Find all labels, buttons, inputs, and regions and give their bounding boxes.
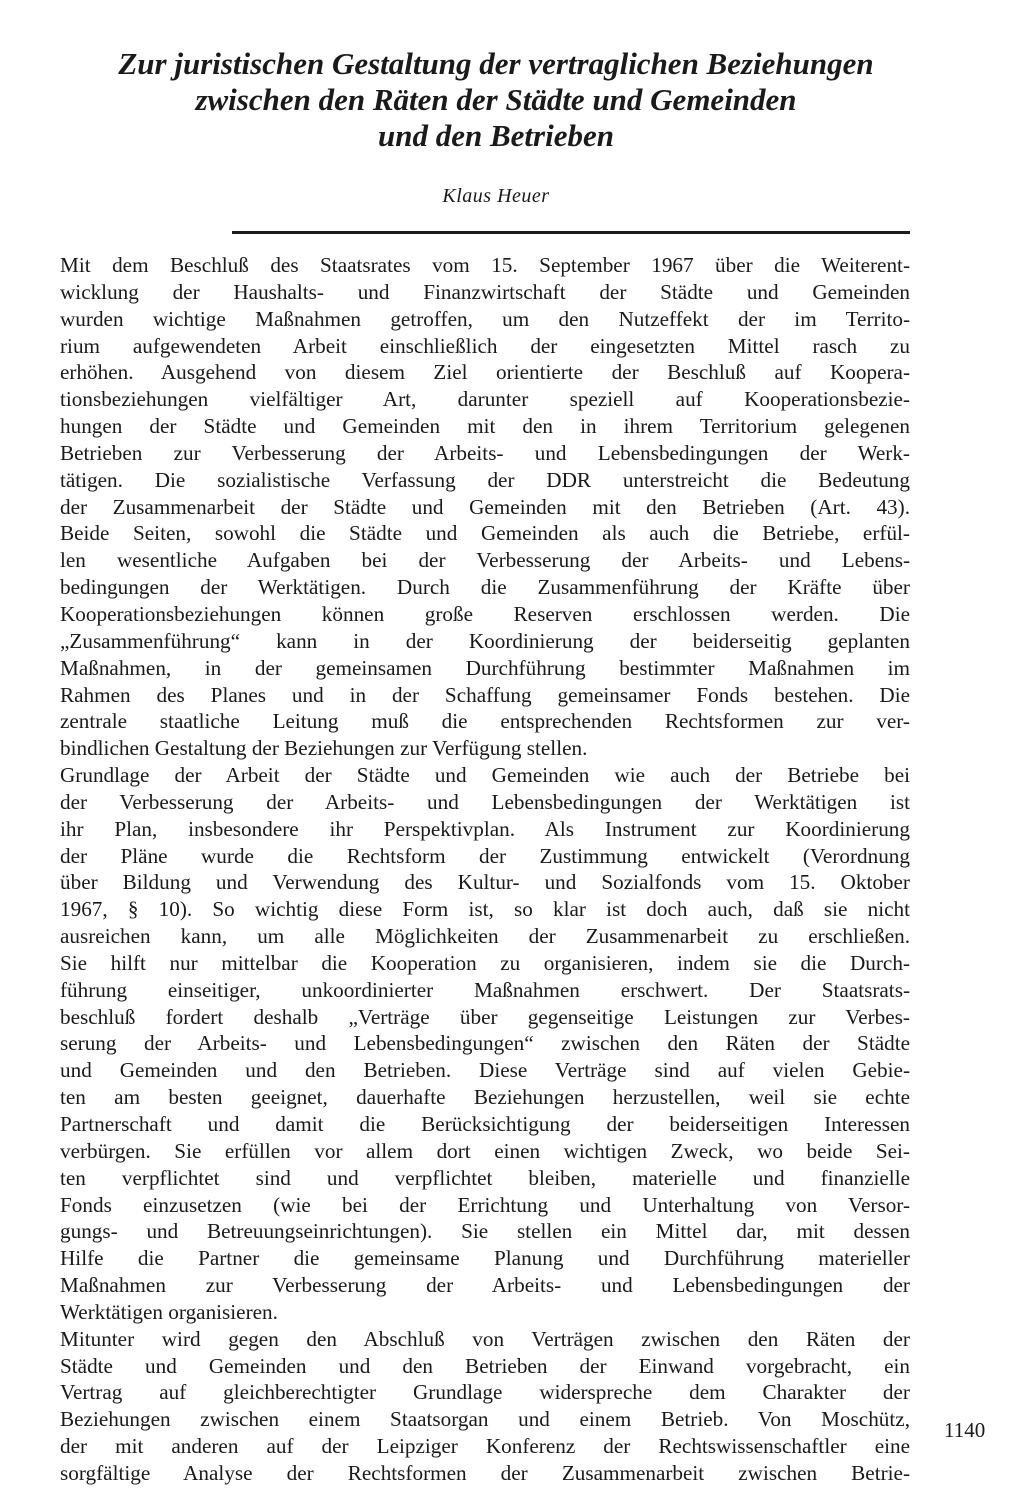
article-body	[60, 252, 910, 1487]
text-line: 1967, § 10). So wichtig diese Form ist, so klar ist doch auch, daß sie nicht	[60, 897, 910, 922]
text-line: tätigen. Die sozialistische Verfassung der DDR unterstreicht die Bedeutung	[60, 467, 910, 492]
text-line: Städte und Gemeinden und den Betrieben der Einwand vorgebracht, ein	[60, 1353, 910, 1378]
text-line: Mit dem Beschluß des Staatsrates vom 15. September 1967 über die Weiterent-	[60, 253, 910, 277]
text-line: sorgfältige Analyse der Rechtsformen der Zusammenarbeit zwischen Betrie-	[60, 1460, 910, 1485]
text-line: wurden wichtige Maßnahmen getroffen, um den Nutzeffekt der im Territo-	[60, 306, 910, 331]
title-line: Zur juristischen Gestaltung der vertraglichen Beziehungen	[118, 46, 874, 81]
text-line: Fonds einzusetzen (wie bei der Errichtung und Unterhaltung von Versor-	[60, 1192, 910, 1217]
text-line: Werktätigen organisieren.	[60, 1299, 278, 1324]
text-line: ihr Plan, insbesondere ihr Perspektivplan. Als Instrument zur Koordinierung	[60, 816, 910, 841]
text-line: len wesentliche Aufgaben bei der Verbesserung der Arbeits- und Lebens-	[60, 548, 910, 573]
text-line: „Zusammenführung“ kann in der Koordinierung der beiderseitig geplanten	[60, 628, 910, 653]
title-divider	[232, 231, 910, 234]
text-line: Sie hilft nur mittelbar die Kooperation zu organisieren, indem sie die Durch-	[60, 950, 910, 975]
text-line: Mitunter wird gegen den Abschluß von Verträgen zwischen den Räten der	[60, 1326, 910, 1351]
text-line: über Bildung und Verwendung des Kultur- und Sozialfonds vom 15. Oktober	[60, 870, 910, 895]
text-line: führung einseitiger, unkoordinierter Maßnahmen erschwert. Der Staatsrats-	[60, 977, 910, 1002]
text-line: Grundlage der Arbeit der Städte und Gemeinden wie auch der Betriebe bei	[60, 763, 910, 788]
text-line: Beide Seiten, sowohl die Städte und Gemeinden als auch die Betriebe, erfül-	[60, 521, 910, 546]
text-line: Hilfe die Partner die gemeinsame Planung und Durchführung materieller	[60, 1246, 910, 1271]
text-line: erhöhen. Ausgehend von diesem Ziel orientierte der Beschluß auf Koopera-	[60, 360, 910, 385]
text-line: Beziehungen zwischen einem Staatsorgan und einem Betrieb. Von Moschütz,	[60, 1407, 910, 1432]
text-line: ten am besten geeignet, dauerhafte Beziehungen herzustellen, weil sie echte	[60, 1085, 910, 1110]
text-line: verbürgen. Sie erfüllen vor allem dort einen wichtigen Zweck, wo beide Sei-	[60, 1138, 910, 1163]
text-line: serung der Arbeits- und Lebensbedingungen“ zwischen den Räten der Städte	[60, 1031, 910, 1056]
text-line: ausreichen kann, um alle Möglichkeiten der Zusammenarbeit zu erschließen.	[60, 924, 910, 949]
title-line: und den Betrieben	[378, 118, 614, 153]
text-line: Partnerschaft und damit die Berücksichtigung der beiderseitigen Interessen	[60, 1112, 910, 1136]
article-title	[60, 46, 932, 154]
text-line: Maßnahmen zur Verbesserung der Arbeits- und Lebensbedingungen der	[60, 1273, 910, 1298]
text-line: bedingungen der Werktätigen. Durch die Zusammenführung der Kräfte über	[60, 575, 910, 600]
text-line: der Zusammenarbeit der Städte und Gemeinden mit den Betrieben (Art. 43).	[60, 494, 910, 519]
text-line: wicklung der Haushalts- und Finanzwirtschaft der Städte und Gemeinden	[60, 279, 910, 304]
text-line: zentrale staatliche Leitung muß die entsprechenden Rechtsformen zur ver-	[60, 709, 910, 734]
text-line: gungs- und Betreuungseinrichtungen). Sie stellen ein Mittel dar, mit dessen	[60, 1219, 910, 1244]
text-line: tionsbeziehungen vielfältiger Art, darunter speziell auf Kooperationsbezie-	[60, 387, 910, 412]
page-number: 1140	[944, 1418, 986, 1442]
text-line: der Pläne wurde die Rechtsform der Zustimmung entwickelt (Verordnung	[60, 843, 910, 868]
text-line: hungen der Städte und Gemeinden mit den in ihrem Territorium gelegenen	[60, 414, 910, 439]
text-line: beschluß fordert deshalb „Verträge über gegenseitige Leistungen zur Verbes-	[60, 1004, 910, 1029]
text-line: rium aufgewendeten Arbeit einschließlich der eingesetzten Mittel rasch zu	[60, 333, 910, 358]
text-line: Betrieben zur Verbesserung der Arbeits- und Lebensbedingungen der Werk-	[60, 440, 910, 465]
text-line: Vertrag auf gleichberechtigter Grundlage widerspreche dem Charakter der	[60, 1380, 910, 1405]
text-line: bindlichen Gestaltung der Beziehungen zur Verfügung stellen.	[60, 736, 588, 761]
text-line: Kooperationsbeziehungen können große Reserven erschlossen werden. Die	[60, 601, 910, 626]
author-name: Klaus Heuer	[442, 185, 550, 207]
text-line: und Gemeinden und den Betrieben. Diese Verträge sind auf vielen Gebie-	[60, 1058, 910, 1083]
title-line: zwischen den Räten der Städte und Gemeinden	[195, 82, 797, 117]
text-line: der Verbesserung der Arbeits- und Lebensbedingungen der Werktätigen ist	[60, 789, 910, 814]
text-line: Rahmen des Planes und in der Schaffung gemeinsamer Fonds bestehen. Die	[60, 682, 910, 707]
text-line: ten verpflichtet sind und verpflichtet bleiben, materielle und finanzielle	[60, 1165, 910, 1190]
text-line: der mit anderen auf der Leipziger Konferenz der Rechtswissenschaftler eine	[60, 1434, 910, 1459]
text-line: Maßnahmen, in der gemeinsamen Durchführung bestimmter Maßnahmen im	[60, 655, 910, 680]
